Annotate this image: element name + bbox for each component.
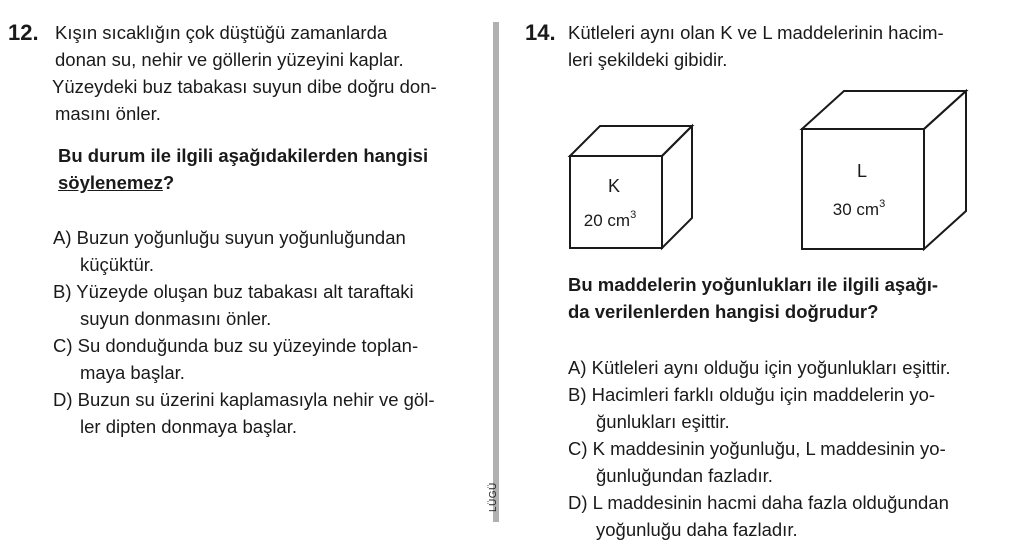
- q12-option-b-line-1[interactable]: B) Yüzeyde oluşan buz tabakası alt taraftaki: [53, 281, 414, 302]
- q14-stem-line-1: Kütleleri aynı olan K ve L maddelerinin hacim-: [568, 22, 944, 43]
- q14-option-c-line-1[interactable]: C) K maddesinin yoğunluğu, L maddesinin yo-: [568, 438, 946, 459]
- q12-option-d-line-2[interactable]: ler dipten donmaya başlar.: [80, 416, 297, 437]
- q12-stem-line-4: masını önler.: [55, 103, 161, 124]
- cube-k-volume: [584, 209, 636, 230]
- q12-question-mark: ?: [162, 172, 175, 193]
- q12-option-b-line-2[interactable]: suyun donmasını önler.: [80, 308, 272, 329]
- q12-number: 12.: [8, 20, 39, 45]
- q14-option-c-line-2[interactable]: ğunluğundan fazladır.: [596, 465, 773, 486]
- q12-question-line-2: [58, 170, 174, 196]
- column-divider: [493, 22, 499, 522]
- q14-option-b-line-1[interactable]: B) Hacimleri farklı olduğu için maddelerin yo-: [568, 384, 936, 405]
- cube-l-volume-exp: 3: [879, 198, 886, 210]
- q14-option-d-line-1[interactable]: D) L maddesinin hacmi daha fazla olduğundan: [568, 492, 949, 513]
- q14-option-b-line-2[interactable]: ğunlukları eşittir.: [596, 411, 730, 432]
- cube-l-volume-value: 30 cm: [832, 200, 880, 219]
- cube-l-label: L: [856, 161, 868, 181]
- q12-question-line-1: Bu durum ile ilgili aşağıdakilerden hangisi: [58, 145, 429, 166]
- q14-question-line-1: Bu maddelerin yoğunlukları ile ilgili aşağı-: [568, 274, 939, 295]
- q12-option-c-line-2[interactable]: maya başlar.: [80, 362, 185, 383]
- q12-option-a-line-1[interactable]: A) Buzun yoğunluğu suyun yoğunluğundan: [53, 227, 406, 248]
- q14-option-a-line-1[interactable]: A) Kütleleri aynı olduğu için yoğunlukları eşittir.: [568, 357, 951, 378]
- q14-question-line-2: da verilenlerden hangisi doğrudur?: [568, 301, 879, 322]
- q12-option-d-line-1[interactable]: D) Buzun su üzerini kaplamasıyla nehir ve göl-: [53, 389, 435, 410]
- q14-number: 14.: [525, 20, 556, 45]
- q12-stem-line-1: Kışın sıcaklığın çok düştüğü zamanlarda: [55, 22, 388, 43]
- q14-stem-line-2: leri şekildeki gibidir.: [568, 49, 728, 70]
- q14-option-d-line-2[interactable]: yoğunluğu daha fazladır.: [596, 519, 798, 540]
- cube-k-label: K: [607, 176, 621, 196]
- side-label: LÜGÜ: [488, 482, 499, 512]
- q12-option-a-line-2[interactable]: küçüktür.: [80, 254, 155, 275]
- cube-l-volume: [833, 198, 885, 219]
- q12-option-c-line-1[interactable]: C) Su donduğunda buz su yüzeyinde toplan-: [53, 335, 419, 356]
- q12-stem-line-2: donan su, nehir ve göllerin yüzeyini kaplar.: [55, 49, 404, 70]
- cube-k-volume-value: 20 cm: [583, 211, 631, 230]
- q12-question-emphasis: söylenemez: [58, 172, 163, 193]
- cube-k-volume-exp: 3: [630, 209, 637, 221]
- q12-stem-line-3: Yüzeydeki buz tabakası suyun dibe doğru don-: [52, 76, 437, 97]
- cubes-figure: [560, 85, 1000, 255]
- cube-l: [802, 91, 966, 249]
